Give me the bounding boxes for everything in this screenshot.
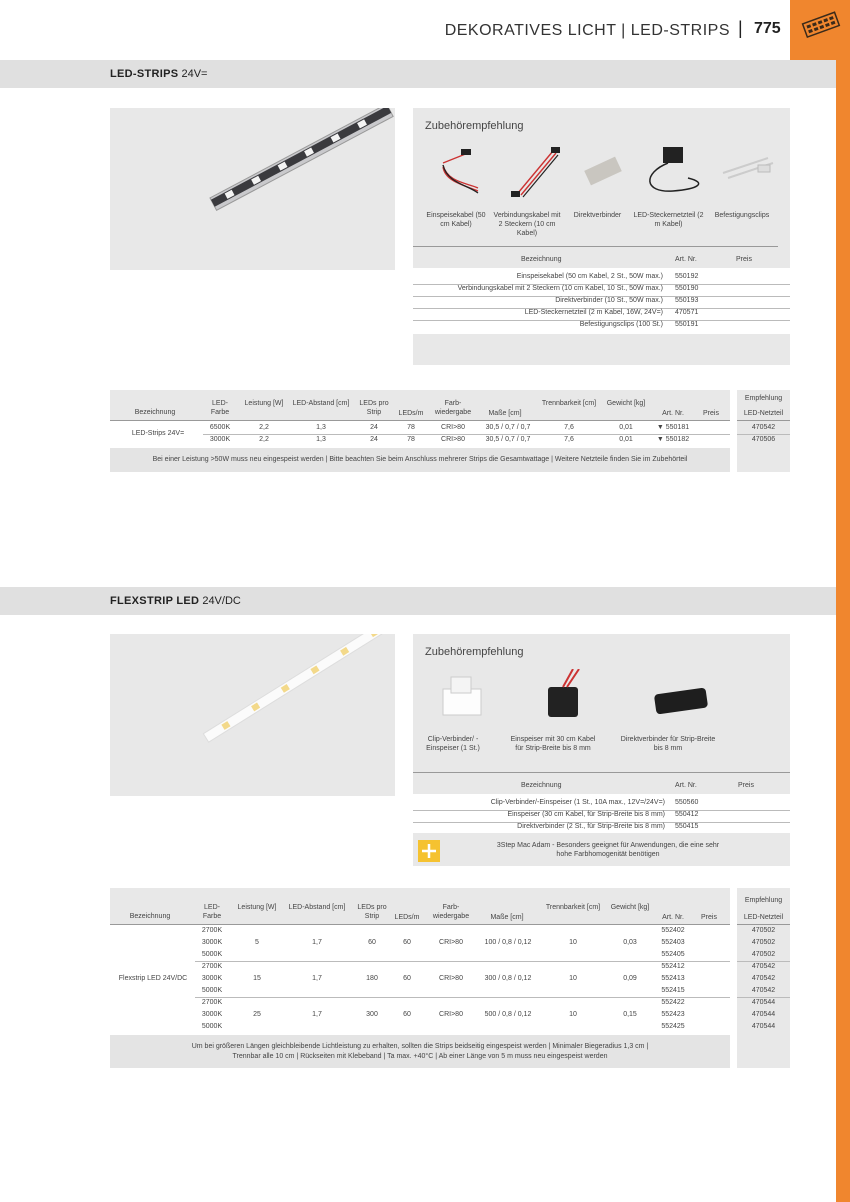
cell-art: 552422 <box>661 999 685 1006</box>
acc-col-header: Bezeichnung <box>521 256 562 263</box>
cell-abst: 1,7 <box>312 939 322 946</box>
accessory-box-2 <box>413 634 790 866</box>
table1-note: Bei einer Leistung >50W muss neu eingespeist werden | Bitte beachten Sie beim Anschluss mehrerer Strips die Gesamtwattage | Weitere Netzteile finden Sie im Zubehörteil <box>110 448 730 472</box>
acc-row-art: 550415 <box>675 823 699 830</box>
cell-abst: 1,3 <box>316 436 326 443</box>
acc-row-name: Verbindungskabel mit 2 Steckern (10 cm Kabel, 10 St., 50W max.) <box>457 285 663 292</box>
netzteil-header: LED-Netzteil <box>743 914 784 921</box>
cell-netzteil: 470502 <box>751 927 776 934</box>
macadam-note: 3Step Mac Adam - Besonders geeignet für Anwendungen, die eine sehr hohe Farbhomogenität benötigen <box>496 842 720 858</box>
accessory-box-1 <box>413 108 790 365</box>
accessory-heading: Zubehörempfehlung <box>425 646 524 658</box>
col-header: Gewicht [kg] <box>606 400 646 407</box>
accessory-item: Einspeiser mit 30 cm Kabel für Strip-Breite bis 8 mm <box>510 736 596 752</box>
product-name: LED-Strips 24V= <box>131 430 185 437</box>
cell-netzteil: 470506 <box>751 436 776 443</box>
section-title-1: LED-STRIPS 24V= <box>110 68 208 80</box>
col-header: Art. Nr. <box>662 410 684 417</box>
col-header: Bezeichnung <box>129 913 171 920</box>
cell-abst: 1,3 <box>316 424 326 431</box>
cell-ledsm: 60 <box>403 1011 411 1018</box>
acc-row-art: 550560 <box>675 799 699 806</box>
cell-color: 3000K <box>201 939 223 946</box>
cell-color: 5000K <box>201 987 223 994</box>
cell-w: 25 <box>253 1011 261 1018</box>
acc-row-art: 550192 <box>675 273 699 280</box>
cell-art: 552412 <box>661 963 685 970</box>
col-header: Leistung [W] <box>244 400 284 407</box>
cell-gew: 0,03 <box>623 939 637 946</box>
col-header: LED-Abstand [cm] <box>292 400 350 407</box>
acc-col-header: Preis <box>736 256 752 263</box>
cell-art: 552415 <box>661 987 685 994</box>
cell-gew: 0,15 <box>623 1011 637 1018</box>
acc-row-name: LED-Steckernetzteil (2 m Kabel, 16W, 24V=) <box>524 309 663 316</box>
led-strip-icon <box>803 12 840 37</box>
col-header: Farb-wiedergabe <box>432 904 470 920</box>
cell-leds: 60 <box>368 939 376 946</box>
product-image-ledstrip <box>110 108 395 270</box>
acc-col-header: Bezeichnung <box>521 782 562 789</box>
cell-w: 2,2 <box>259 424 269 431</box>
cell-leds: 24 <box>370 424 378 431</box>
acc-col-header: Art. Nr. <box>675 256 697 263</box>
cell-cri: CRI>80 <box>441 436 465 443</box>
col-header: Trennbarkeit [cm] <box>541 400 597 407</box>
cell-art: 552423 <box>661 1011 685 1018</box>
cell-art: 552425 <box>661 1023 685 1030</box>
corner-tab <box>790 0 850 60</box>
accessory-item: LED-Steckernetzteil (2 m Kabel) <box>633 212 704 228</box>
cell-mass: 30,5 / 0,7 / 0,7 <box>485 424 531 431</box>
cell-color: 5000K <box>201 1023 223 1030</box>
accessory-images <box>423 669 783 734</box>
cell-color: 3000K <box>201 1011 223 1018</box>
section-title-2: FLEXSTRIP LED 24V/DC <box>110 595 241 607</box>
cell-abst: 1,7 <box>312 1011 322 1018</box>
acc-row-name: Einspeiser (30 cm Kabel, für Strip-Breite bis 8 mm) <box>507 811 665 818</box>
acc-row-name: Direktverbinder (10 St., 50W max.) <box>555 297 663 304</box>
col-header: LEDs/m <box>398 410 424 417</box>
cell-art: 552413 <box>661 975 685 982</box>
accessory-item: Befestigungsclips <box>714 212 770 219</box>
cell-color: 6500K <box>209 424 231 431</box>
acc-row-name: Clip-Verbinder/-Einspeiser (1 St., 10A max., 12V=/24V=) <box>490 799 665 806</box>
acc-row-art: 470571 <box>675 309 699 316</box>
acc-row-art: 550191 <box>675 321 699 328</box>
product-image-flexstrip <box>110 634 395 796</box>
cell-art: ▼ 550181 <box>656 424 690 431</box>
acc-row-name: Direktverbinder (2 St., für Strip-Breite bis 8 mm) <box>517 823 665 830</box>
col-header: LED-Abstand [cm] <box>288 904 346 911</box>
accessory-item: Einspeisekabel (50 cm Kabel) <box>426 212 486 228</box>
col-header: Bezeichnung <box>134 409 176 416</box>
cell-netzteil: 470542 <box>751 424 776 431</box>
cell-mass: 500 / 0,8 / 0,12 <box>484 1011 532 1018</box>
cell-w: 15 <box>253 975 261 982</box>
cell-netzteil: 470542 <box>751 963 776 970</box>
col-header: LED-Farbe <box>210 400 230 416</box>
cell-leds: 24 <box>370 436 378 443</box>
col-header: Art. Nr. <box>662 914 684 921</box>
product-name: Flexstrip LED 24V/DC <box>118 975 188 982</box>
page-header-title: DEKORATIVES LICHT | LED-STRIPS <box>444 22 730 39</box>
cell-ledsm: 60 <box>403 939 411 946</box>
acc-col-header: Art. Nr. <box>675 782 697 789</box>
acc-row-name: Befestigungsclips (100 St.) <box>579 321 663 328</box>
triangle-down-icon: ▼ <box>656 424 666 431</box>
cell-color: 2700K <box>201 999 223 1006</box>
page-number: 775 <box>754 20 781 37</box>
acc-row-art: 550193 <box>675 297 699 304</box>
cell-netzteil: 470544 <box>751 1023 776 1030</box>
col-header: LED-Farbe <box>202 904 222 920</box>
cell-color: 5000K <box>201 951 223 958</box>
cell-netzteil: 470502 <box>751 951 776 958</box>
cell-trenn: 10 <box>569 975 577 982</box>
acc-row-art: 550190 <box>675 285 699 292</box>
macadam-icon <box>418 840 440 862</box>
cell-color: 3000K <box>209 436 231 443</box>
cell-mass: 300 / 0,8 / 0,12 <box>484 975 532 982</box>
cell-cri: CRI>80 <box>441 424 465 431</box>
accessory-heading: Zubehörempfehlung <box>425 120 524 132</box>
cell-gew: 0,01 <box>619 424 633 431</box>
cell-art: 552405 <box>661 951 685 958</box>
cell-abst: 1,7 <box>312 975 322 982</box>
accessory-item: Verbindungskabel mit 2 Steckern (10 cm Kabel) <box>493 212 561 237</box>
cell-cri: CRI>80 <box>439 975 463 982</box>
cell-ledsm: 78 <box>407 436 415 443</box>
cell-trenn: 7,6 <box>564 424 574 431</box>
accessory-item: Direktverbinder für Strip-Breite bis 8 mm <box>620 736 716 752</box>
cell-leds: 300 <box>366 1011 378 1018</box>
empfehlung-header: Empfehlung <box>744 395 783 402</box>
cell-netzteil: 470542 <box>751 987 776 994</box>
cell-color: 2700K <box>201 927 223 934</box>
col-header: LEDs pro Strip <box>357 904 387 920</box>
cell-netzteil: 470542 <box>751 975 776 982</box>
cell-ledsm: 78 <box>407 424 415 431</box>
cell-mass: 30,5 / 0,7 / 0,7 <box>485 436 531 443</box>
acc-col-header: Preis <box>738 782 754 789</box>
col-header: Preis <box>703 410 719 417</box>
col-header: LEDs pro Strip <box>359 400 389 416</box>
cell-trenn: 10 <box>569 1011 577 1018</box>
side-bar <box>836 60 850 1202</box>
acc-row-name: Einspeisekabel (50 cm Kabel, 2 St., 50W max.) <box>516 273 663 280</box>
table2-note: Um bei größeren Längen gleichbleibende Lichtleistung zu erhalten, sollten die Strips beidseitig eingespeist werden | Minimaler Biegeradius 1,3 cm | Trennbar alle 10 cm | Rückseiten mit Klebeband | Ta max. +40°C | Ab einer Länge von 5 m muss neu eingespeist werden <box>110 1035 730 1068</box>
cell-art: 552402 <box>661 927 685 934</box>
netzteil-header: LED-Netzteil <box>743 410 784 417</box>
triangle-down-icon: ▼ <box>656 436 666 443</box>
cell-trenn: 10 <box>569 939 577 946</box>
cell-art: 552403 <box>661 939 685 946</box>
empfehlung-header: Empfehlung <box>744 897 783 904</box>
cell-cri: CRI>80 <box>439 1011 463 1018</box>
col-header: Maße [cm] <box>488 410 522 417</box>
col-header: Maße [cm] <box>490 914 524 921</box>
cell-w: 2,2 <box>259 436 269 443</box>
col-header: Leistung [W] <box>237 904 277 911</box>
col-header: Gewicht [kg] <box>610 904 650 911</box>
col-header: Farb-wiedergabe <box>434 400 472 416</box>
accessory-item: Direktverbinder <box>573 212 622 219</box>
header-separator: | <box>738 18 743 38</box>
cell-gew: 0,01 <box>619 436 633 443</box>
cell-gew: 0,09 <box>623 975 637 982</box>
col-header: Preis <box>701 914 717 921</box>
cell-trenn: 7,6 <box>564 436 574 443</box>
accessory-images <box>423 143 783 213</box>
cell-netzteil: 470544 <box>751 999 776 1006</box>
cell-mass: 100 / 0,8 / 0,12 <box>484 939 532 946</box>
cell-color: 3000K <box>201 975 223 982</box>
cell-netzteil: 470502 <box>751 939 776 946</box>
cell-netzteil: 470544 <box>751 1011 776 1018</box>
cell-ledsm: 60 <box>403 975 411 982</box>
acc-row-art: 550412 <box>675 811 699 818</box>
cell-art: ▼ 550182 <box>656 436 690 443</box>
col-header: Trennbarkeit [cm] <box>545 904 601 911</box>
cell-w: 5 <box>255 939 259 946</box>
accessory-item: Clip-Verbinder/ -Einspeiser (1 St.) <box>426 736 480 752</box>
cell-cri: CRI>80 <box>439 939 463 946</box>
col-header: LEDs/m <box>394 914 420 921</box>
cell-leds: 180 <box>366 975 378 982</box>
cell-color: 2700K <box>201 963 223 970</box>
